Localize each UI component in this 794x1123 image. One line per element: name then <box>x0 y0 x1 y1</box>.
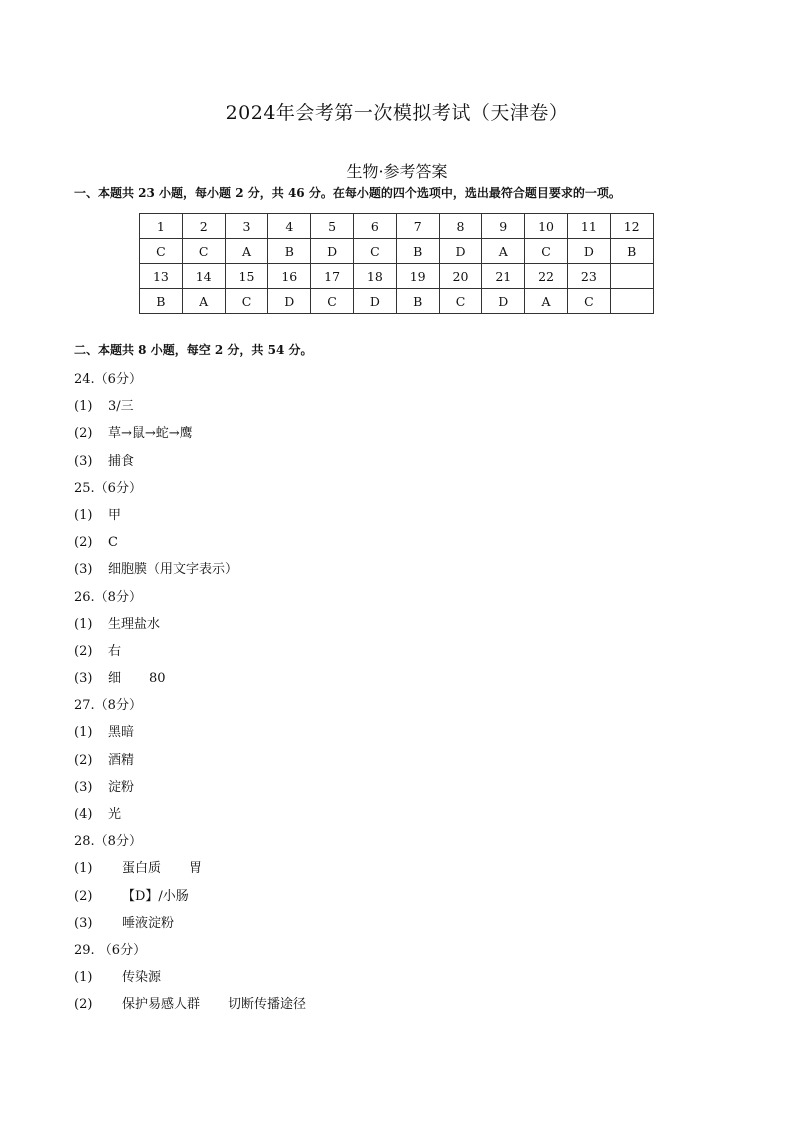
answer-item <box>74 448 306 475</box>
table-cell: A <box>225 239 268 264</box>
table-cell: B <box>268 239 311 264</box>
answer-item <box>74 529 306 556</box>
answer-item <box>74 719 306 746</box>
table-cell <box>610 289 653 314</box>
table-cell: A <box>182 289 225 314</box>
answer-number: (3) <box>74 915 93 931</box>
answer-text: 细胞膜（用文字表示） <box>108 562 239 578</box>
table-cell: 17 <box>311 264 354 289</box>
answer-number: (3) <box>74 671 93 687</box>
answer-number: (2) <box>74 426 93 442</box>
answer-number: (2) <box>74 643 93 659</box>
answer-table <box>139 213 654 314</box>
table-cell: C <box>525 239 568 264</box>
table-cell: 11 <box>567 214 610 239</box>
table-row <box>140 289 654 314</box>
table-cell: C <box>567 289 610 314</box>
answer-item <box>74 556 306 583</box>
page-subtitle: 生物·参考答案 <box>346 162 448 181</box>
answer-number: (1) <box>74 507 93 523</box>
table-cell: D <box>439 239 482 264</box>
answer-number: (1) <box>74 399 93 415</box>
answer-number: (2) <box>74 535 93 551</box>
table-cell: D <box>311 239 354 264</box>
answer-text: 右 <box>108 643 122 659</box>
answer-text: 甲 <box>108 507 122 523</box>
table-cell: 4 <box>268 214 311 239</box>
table-cell: 23 <box>567 264 610 289</box>
table-cell: 9 <box>482 214 525 239</box>
section1-heading: 一、本题共 23 小题，每小题 2 分，共 46 分。在每小题的四个选项中，选出最符合题目要求的一项。 <box>74 186 621 200</box>
table-row <box>140 239 654 264</box>
table-cell: C <box>182 239 225 264</box>
table-cell: 20 <box>439 264 482 289</box>
question-label: 28.（8分） <box>74 834 142 850</box>
answer-item <box>74 991 306 1018</box>
table-cell: C <box>353 239 396 264</box>
table-cell: D <box>353 289 396 314</box>
table-cell: D <box>482 289 525 314</box>
table-row <box>140 264 654 289</box>
answer-text: 淀粉 <box>108 779 135 795</box>
table-cell: D <box>567 239 610 264</box>
table-row <box>140 214 654 239</box>
question-label: 27.（8分） <box>74 698 142 714</box>
table-cell: C <box>140 239 183 264</box>
table-cell: A <box>482 239 525 264</box>
table-cell: C <box>225 289 268 314</box>
answer-item <box>74 665 306 692</box>
answer-text: 细 <box>108 671 122 687</box>
answer-text: 生理盐水 <box>108 616 161 632</box>
answer-item <box>74 883 306 910</box>
question-label: 26.（8分） <box>74 589 142 605</box>
table-cell: A <box>525 289 568 314</box>
answer-number: (3) <box>74 779 93 795</box>
table-cell: 13 <box>140 264 183 289</box>
answer-item <box>74 502 306 529</box>
answer-text: 3/三 <box>108 399 134 415</box>
answer-item <box>74 910 306 937</box>
answer-text: 传染源 <box>122 970 162 986</box>
answer-text: 【D】/小肠 <box>122 888 189 904</box>
answer-number: (1) <box>74 861 93 877</box>
answer-number: (1) <box>74 970 93 986</box>
answer-text: 酒精 <box>108 752 135 768</box>
answer-text: 保护易感人群 <box>122 997 201 1013</box>
answer-text: C <box>108 535 118 551</box>
table-cell: 21 <box>482 264 525 289</box>
answer-number: (3) <box>74 453 93 469</box>
answer-text: 唾液淀粉 <box>122 915 175 931</box>
table-cell: 1 <box>140 214 183 239</box>
section2-heading: 二、本题共 8 小题，每空 2 分，共 54 分。 <box>74 343 313 357</box>
answer-text: 胃 <box>189 861 203 877</box>
table-cell: 10 <box>525 214 568 239</box>
answer-text: 黑暗 <box>108 725 135 741</box>
answer-text: 切断传播途径 <box>228 997 307 1013</box>
answer-list <box>74 366 306 1019</box>
answer-item <box>74 801 306 828</box>
answer-number: (4) <box>74 807 93 822</box>
table-cell: D <box>268 289 311 314</box>
answer-number: (3) <box>74 562 93 578</box>
answer-text: 蛋白质 <box>122 861 162 877</box>
answer-item <box>74 774 306 801</box>
answer-item <box>74 747 306 774</box>
answer-text: 草→鼠→蛇→鹰 <box>108 426 193 442</box>
question-label: 29. （6分） <box>74 942 147 958</box>
answer-item <box>74 855 306 882</box>
answer-number: (1) <box>74 725 93 741</box>
table-cell: 8 <box>439 214 482 239</box>
table-cell: B <box>610 239 653 264</box>
table-cell: 6 <box>353 214 396 239</box>
table-cell: 22 <box>525 264 568 289</box>
table-cell: 5 <box>311 214 354 239</box>
answer-number: (2) <box>74 888 93 904</box>
answer-item <box>74 420 306 447</box>
answer-text: 80 <box>149 671 166 687</box>
answer-item <box>74 638 306 665</box>
answer-item <box>74 393 306 420</box>
table-cell: 19 <box>396 264 439 289</box>
table-cell: 7 <box>396 214 439 239</box>
question-label: 24.（6分） <box>74 372 142 387</box>
answer-text: 光 <box>108 807 122 822</box>
answer-number: (1) <box>74 616 93 632</box>
answer-text: 捕食 <box>108 453 135 469</box>
table-cell: 18 <box>353 264 396 289</box>
answer-number: (2) <box>74 752 93 768</box>
page-title: 2024年会考第一次模拟考试（天津卷） <box>225 102 569 124</box>
table-cell: 12 <box>610 214 653 239</box>
table-cell: 3 <box>225 214 268 239</box>
table-cell: C <box>311 289 354 314</box>
table-cell: B <box>140 289 183 314</box>
answer-item <box>74 964 306 991</box>
table-cell: B <box>396 289 439 314</box>
question-label: 25.（6分） <box>74 480 142 496</box>
table-cell: B <box>396 239 439 264</box>
table-cell: 2 <box>182 214 225 239</box>
table-cell: 15 <box>225 264 268 289</box>
answer-item <box>74 611 306 638</box>
table-cell: C <box>439 289 482 314</box>
table-cell: 14 <box>182 264 225 289</box>
table-cell: 16 <box>268 264 311 289</box>
answer-number: (2) <box>74 997 93 1013</box>
table-cell <box>610 264 653 289</box>
